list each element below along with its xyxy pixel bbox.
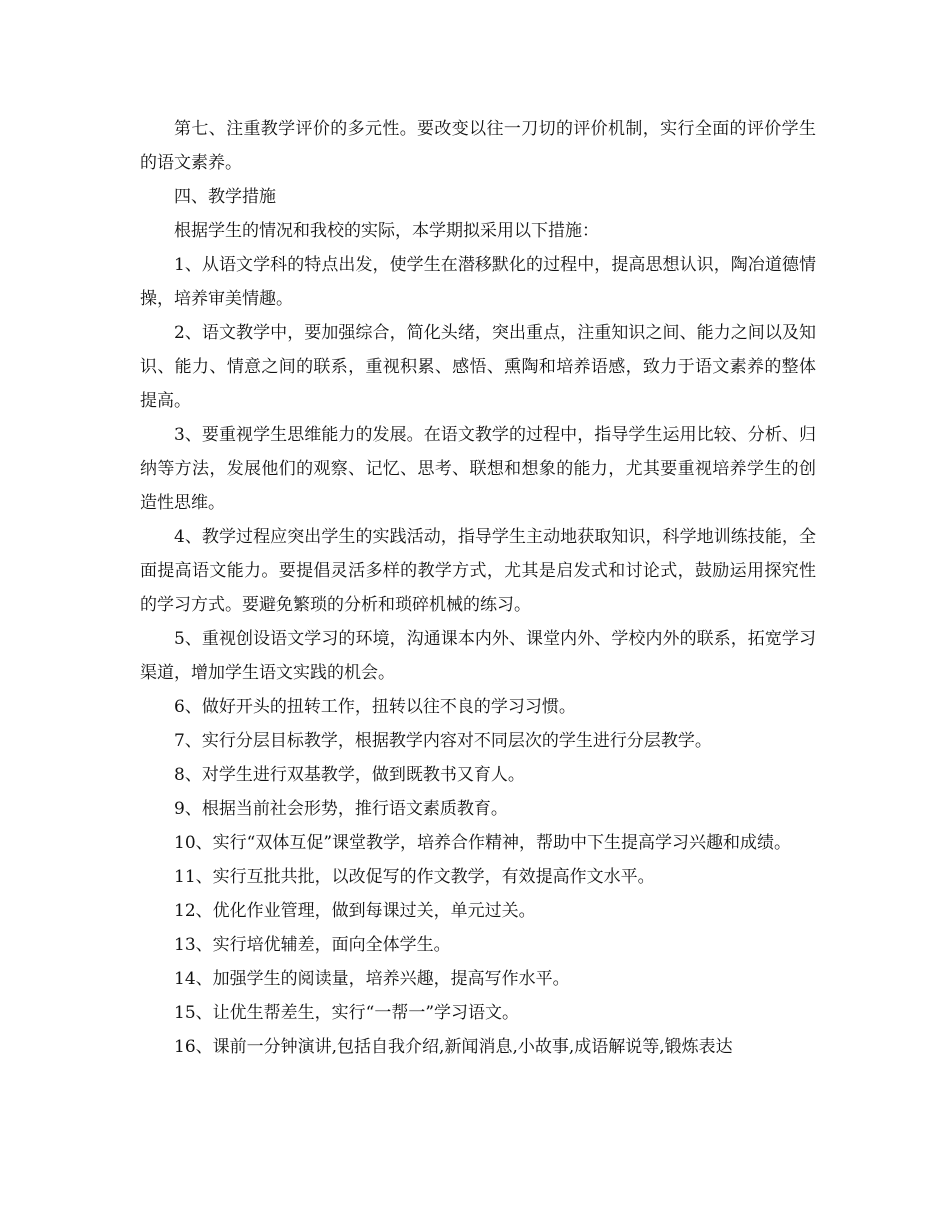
paragraph-intro: 根据学生的情况和我校的实际，本学期拟采用以下措施：	[174, 221, 599, 241]
document-body	[140, 112, 816, 1064]
list-item-15: 15、让优生帮差生，实行“一帮一”学习语文。	[174, 1003, 520, 1023]
list-item-6: 6、做好开头的扭转工作，扭转以往不良的学习习惯。	[174, 697, 576, 717]
list-item-16: 16、课前一分钟演讲,包括自我介绍,新闻消息,小故事,成语解说等,锻炼表达	[174, 1037, 733, 1057]
list-item-13: 13、实行培优辅差，面向全体学生。	[174, 935, 451, 955]
list-item-3: 3、要重视学生思维能力的发展。在语文教学的过程中，指导学生运用比较、分析、归纳等方法，发展他们的观察、记忆、思考、联想和想象的能力，尤其要重视培养学生的创造性思维。	[140, 425, 816, 513]
list-item-2: 2、语文教学中，要加强综合，简化头绪，突出重点，注重知识之间、能力之间以及知识、能力、情意之间的联系，重视积累、感悟、熏陶和培养语感，致力于语文素养的整体提高。	[140, 323, 816, 411]
list-item-8: 8、对学生进行双基教学，做到既教书又育人。	[174, 765, 525, 785]
list-item-7: 7、实行分层目标教学，根据教学内容对不同层次的学生进行分层教学。	[174, 731, 712, 751]
list-item-1: 1、从语文学科的特点出发，使学生在潜移默化的过程中，提高思想认识，陶冶道德情操，培养审美情趣。	[140, 255, 816, 309]
list-item-11: 11、实行互批共批，以改促写的作文教学，有效提高作文水平。	[174, 867, 655, 887]
list-item-5: 5、重视创设语文学习的环境，沟通课本内外、课堂内外、学校内外的联系，拓宽学习渠道，增加学生语文实践的机会。	[140, 629, 816, 683]
list-item-10: 10、实行“双体互促”课堂教学，培养合作精神，帮助中下生提高学习兴趣和成绩。	[174, 833, 792, 853]
list-item-9: 9、根据当前社会形势，推行语文素质教育。	[174, 799, 508, 819]
list-item-14: 14、加强学生的阅读量，培养兴趣，提高写作水平。	[174, 969, 570, 989]
paragraph-evaluation: 第七、注重教学评价的多元性。要改变以往一刀切的评价机制，实行全面的评价学生的语文素养。	[140, 119, 816, 173]
list-item-12: 12、优化作业管理，做到每课过关，单元过关。	[174, 901, 536, 921]
section-heading-measures: 四、教学措施	[174, 187, 276, 207]
list-item-4: 4、教学过程应突出学生的实践活动，指导学生主动地获取知识，科学地训练技能，全面提高语文能力。要提倡灵活多样的教学方式，尤其是启发式和讨论式，鼓励运用探究性的学习方式。要避免繁琐的分析和琐碎机械的练习。	[140, 527, 816, 615]
